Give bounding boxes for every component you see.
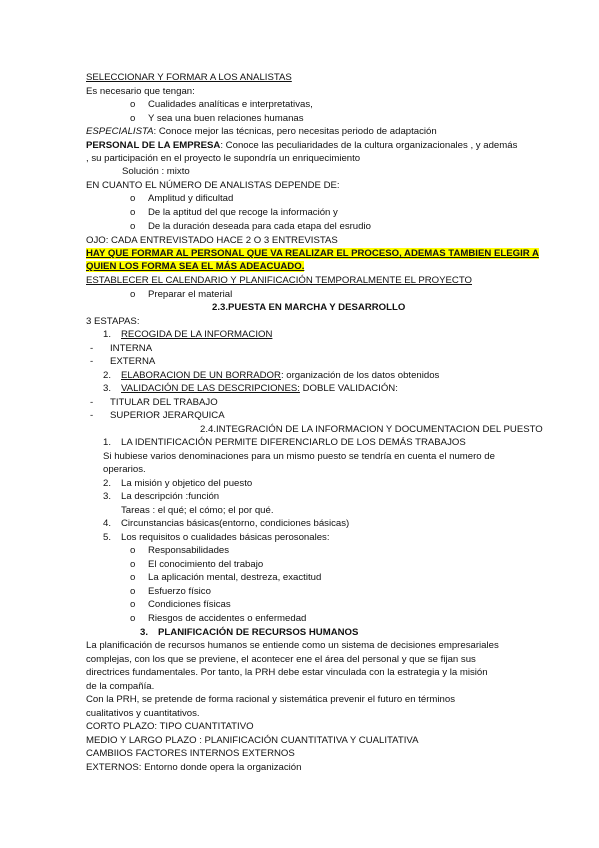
term-definition: : Conoce las peculiaridades de la cultura organizacionales , y además (220, 140, 518, 151)
text-line: MEDIO Y LARGO PLAZO : PLANIFICACIÓN CUANTITATIVA Y CUALITATIVA (86, 735, 419, 746)
numbered-item (103, 518, 349, 530)
dash-marker: - (90, 356, 94, 367)
item-text-rest: DOBLE VALIDACIÓN: (299, 383, 398, 394)
text-line: Es necesario que tengan: (86, 86, 195, 97)
text-line: ESTABLECER EL CALENDARIO Y PLANIFICACIÓN TEMPORALMENTE EL PROYECTO (86, 275, 472, 286)
item-number: 3. (140, 627, 149, 638)
text-line: EXTERNOS: Entorno donde opera la organización (86, 762, 302, 773)
numbered-item (103, 437, 466, 449)
term-personal: PERSONAL DE LA EMPRESA (86, 140, 221, 151)
text-line: 3 ESTAPAS: (86, 316, 140, 327)
heading-seleccionar: SELECCIONAR Y FORMAR A LOS ANALISTAS (86, 72, 292, 83)
paragraph-line: La planificación de recursos humanos se entiende como un sistema de decisiones empresariales (86, 640, 499, 651)
bullet-marker: o (130, 559, 136, 570)
list-item (130, 559, 263, 571)
text-line: CAMBIIOS FACTORES INTERNOS EXTERNOS (86, 748, 295, 759)
text-line: EN CUANTO EL NÚMERO DE ANALISTAS DEPENDE DE: (86, 180, 340, 191)
list-item-text: De la duración deseada para cada etapa del esrudio (148, 221, 371, 232)
numbered-item (103, 370, 439, 382)
section-heading: 2.3.PUESTA EN MARCHA Y DESARROLLO (212, 302, 406, 313)
highlighted-line (86, 248, 539, 260)
list-item-text: Esfuerzo físico (148, 586, 211, 597)
item-text: INTERNA (110, 343, 153, 354)
section-heading: 2.4.INTEGRACIÓN DE LA INFORMACION Y DOCUMENTACION DEL PUESTO (200, 424, 543, 435)
highlighted-line (86, 261, 304, 273)
bullet-marker: o (130, 289, 136, 300)
text-line: Tareas : el qué; el cómo; el por qué. (121, 505, 274, 516)
dash-item (90, 410, 225, 422)
bullet-marker: o (130, 207, 136, 218)
list-item-text: El conocimiento del trabajo (148, 559, 264, 570)
list-item-text: Preparar el material (148, 289, 233, 300)
dash-item (90, 356, 155, 368)
item-text: Circunstancias básicas(entorno, condiciones básicas) (121, 518, 350, 529)
item-text: La misión y objetico del puesto (121, 478, 253, 489)
paragraph-line: complejas, con los que se previene, el acontecer ene el área del personal y que se fijan sus (86, 654, 476, 665)
item-text: VALIDACIÓN DE LAS DESCRIPCIONES: (121, 383, 300, 394)
item-number: 3. (103, 491, 112, 502)
item-number: 4. (103, 518, 112, 529)
dash-item (90, 343, 152, 355)
text-line (86, 126, 437, 138)
list-item-text: Amplitud y dificultad (148, 193, 234, 204)
list-item (130, 221, 371, 233)
heading-text: PLANIFICACIÓN DE RECURSOS HUMANOS (158, 627, 359, 638)
term-especialista: ESPECIALISTA (86, 126, 154, 137)
item-number: 3. (103, 383, 112, 394)
item-number: 1. (103, 329, 112, 340)
item-number: 2. (103, 370, 112, 381)
numbered-item (103, 383, 398, 395)
dash-marker: - (90, 410, 94, 421)
text-line: CORTO PLAZO: TIPO CUANTITATIVO (86, 721, 254, 732)
numbered-item (103, 491, 219, 503)
item-text: SUPERIOR JERARQUICA (110, 410, 225, 421)
bullet-marker: o (130, 613, 136, 624)
dash-marker: - (90, 343, 94, 354)
item-text: LA IDENTIFICACIÓN PERMITE DIFERENCIARLO DE LOS DEMÁS TRABAJOS (121, 437, 466, 448)
list-item (130, 99, 313, 111)
list-item (130, 613, 306, 625)
highlight-text: QUIEN LOS FORMA SEA EL MÁS ADEACUADO. (86, 261, 305, 272)
item-number: 2. (103, 478, 112, 489)
numbered-item (103, 329, 272, 341)
item-text: ELABORACION DE UN BORRADOR (121, 370, 281, 381)
bullet-marker: o (130, 99, 136, 110)
section-heading (140, 627, 358, 639)
numbered-item (103, 478, 252, 490)
bullet-marker: o (130, 586, 136, 597)
item-number: 5. (103, 532, 112, 543)
item-text: RECOGIDA DE LA INFORMACION (121, 329, 273, 340)
numbered-item (103, 532, 330, 544)
dash-item (90, 397, 218, 409)
list-item (130, 572, 321, 584)
bullet-marker: o (130, 572, 136, 583)
list-item-text: Cualidades analíticas e interpretativas, (148, 99, 313, 110)
item-text: TITULAR DEL TRABAJO (110, 397, 218, 408)
text-line: operarios. (103, 464, 146, 475)
list-item-text: La aplicación mental, destreza, exactitud (148, 572, 322, 583)
list-item-text: Responsabilidades (148, 545, 230, 556)
list-item (130, 599, 231, 611)
list-item-text: Y sea una buen relaciones humanas (148, 113, 304, 124)
list-item-text: Condiciones físicas (148, 599, 231, 610)
bullet-marker: o (130, 545, 136, 556)
list-item-text: Riesgos de accidentes o enfermedad (148, 613, 307, 624)
item-text: EXTERNA (110, 356, 156, 367)
bullet-marker: o (130, 113, 136, 124)
bullet-marker: o (130, 599, 136, 610)
paragraph-line: directrices fundamentales. Por tanto, la PRH debe estar vinculada con la estrategia y la misión (86, 667, 488, 678)
list-item (130, 113, 304, 125)
text-line: Si hubiese varios denominaciones para un mismo puesto se tendría en cuenta el numero de (103, 451, 495, 462)
list-item (130, 207, 338, 219)
list-item (130, 545, 229, 557)
item-text-rest: : organización de los datos obtenidos (280, 370, 440, 381)
bullet-marker: o (130, 221, 136, 232)
list-item (130, 193, 233, 205)
term-definition: : Conoce mejor las técnicas, pero necesitas periodo de adaptación (153, 126, 437, 137)
text-line: , su participación en el proyecto le supondría un enriquecimiento (86, 153, 361, 164)
item-text: Los requisitos o cualidades básicas perosonales: (121, 532, 330, 543)
text-line: OJO: CADA ENTREVISTADO HACE 2 O 3 ENTREVISTAS (86, 235, 338, 246)
list-item (130, 289, 232, 301)
bullet-marker: o (130, 193, 136, 204)
dash-marker: - (90, 397, 94, 408)
text-line: Solución : mixto (122, 166, 190, 177)
item-text: La descripción :función (121, 491, 220, 502)
list-item-text: De la aptitud del que recoge la información y (148, 207, 338, 218)
text-line (86, 140, 517, 152)
list-item (130, 586, 211, 598)
paragraph-line: cualitativos y cuantitativos. (86, 708, 200, 719)
paragraph-line: Con la PRH, se pretende de forma racional y sistemática prevenir el futuro en términos (86, 694, 455, 705)
item-number: 1. (103, 437, 112, 448)
highlight-text: HAY QUE FORMAR AL PERSONAL QUE VA REALIZAR EL PROCESO, ADEMAS TAMBIEN ELEGIR A (86, 248, 539, 259)
paragraph-line: de la compañía. (86, 681, 155, 692)
